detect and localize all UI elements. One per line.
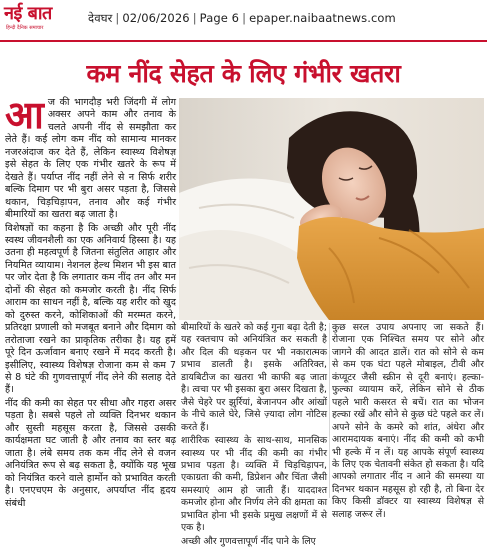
separator: | — [242, 11, 247, 25]
article-column-right — [332, 322, 484, 521]
edition-info — [88, 11, 396, 26]
article-column-left — [5, 93, 176, 511]
paragraph-text: ज की भागदौड़ भरी जिंदगी में लोग अक्सर अपने काम और तनाव के चलते अपनी नींद से समझौता कर लेते हैं। कई लोग कम नींद को सामान्य मानकर नजरअंदाज कर देते हैं, लेकिन स्वास्थ्य विशेषज्ञ इसे सेहत के लिए एक गंभीर खतरे के रूप में देखते हैं। पर्याप्त नींद नहीं लेने से न सिर्फ शरीर बल्कि दिमाग पर भी बुरा असर पड़ता है, जिससे थकान, चिड़चिड़ापन, तनाव और कई गंभीर बीमारियों का खतरा बढ़ जाता है। — [5, 97, 176, 221]
paragraph: बीमारियों के खतरे को कई गुना बढ़ा देती है; यह रक्तचाप को अनियंत्रित कर सकती है और दिल की धड़कन पर भी नकारात्मक प्रभाव डालती है। इसके अतिरिक्त, डायबिटीज का खतरा भी काफी बढ़ जाता है। त्वचा पर भी इसका बुरा असर दिखता है, जैसे चेहरे पर झुर्रियां, बेजानपन और आंखों के नीचे काले घेरे, जिसे ज़्यादा लोग नोटिस करते हैं। — [181, 322, 327, 433]
paragraph — [5, 93, 176, 222]
article-headline: कम नींद सेहत के लिए गंभीर खतरा — [86, 59, 401, 88]
masthead — [0, 0, 487, 42]
edition-date: 02/06/2026 — [122, 11, 190, 25]
separator: | — [115, 11, 120, 25]
logo-tagline: हिन्दी दैनिक समाचार — [6, 25, 44, 31]
website-link[interactable]: epaper.naibaatnews.com — [249, 11, 396, 25]
paragraph: अच्छी और गुणवत्तापूर्ण नींद पाने के लिए — [181, 535, 316, 547]
edition-city: देवघर — [88, 11, 113, 25]
separator: | — [192, 11, 197, 25]
column-divider — [329, 323, 330, 498]
article-column-middle — [181, 322, 327, 548]
drop-cap: आ — [5, 93, 44, 137]
paragraph: शारीरिक स्वास्थ्य के साथ-साथ, मानसिक स्वास्थ्य पर भी नींद की कमी का गंभीर प्रभाव पड़ता है। व्यक्ति में चिड़चिड़ापन, एकाग्रता की कमी, डिप्रेशन और चिंता जैसी समस्याएं आम हो जाती हैं। याददाश्त कमजोर होना और निर्णय लेने की क्षमता का प्रभावित होना भी इसके प्रमुख लक्षणों में से एक है। — [181, 435, 327, 534]
paragraph: विशेषज्ञों का कहना है कि अच्छी और पूरी नींद स्वस्थ जीवनशैली का एक अनिवार्य हिस्सा है। यह उतना ही महत्वपूर्ण है जितना संतुलित आहार और नियमित व्यायाम। नेशनल हेल्थ मिशन भी इस बात पर जोर देता है कि लगातार कम नींद तन और मन दोनों की सेहत को कमजोर करती है। नींद सिर्फ आराम का साधन नहीं है, बल्कि यह शरीर को खुद को दुरुस्त करने, कोशिकाओं की मरम्मत करने, प्रतिरक्षा प्रणाली को मजबूत बनाने और दिमाग को तरोताजा रखने का प्राकृतिक तरीका है। यह हमें पूरे दिन ऊर्जावान बनाए रखने में मदद करती है। इसीलिए, स्वास्थ्य विशेषज्ञ रोजाना कम से कम 7 से 8 घंटे की गुणवत्तापूर्ण नींद लेने की सलाह देते हैं। — [5, 222, 176, 396]
sleeping-woman-photo — [179, 98, 484, 320]
photo-illustration — [179, 98, 484, 320]
paragraph: कुछ सरल उपाय अपनाए जा सकते हैं। रोजाना एक निश्चित समय पर सोने और जागने की आदत डालें। रात को सोने से कम से कम एक घंटा पहले मोबाइल, टीवी और कंप्यूटर जैसी स्क्रीन से दूरी बनाएं। हल्का-फुल्का व्यायाम करें, लेकिन सोने से ठीक पहले भारी कसरत से बचें। रात का भोजन हल्का रखें और सोने से कुछ घंटे पहले कर लें। अपने सोने के कमरे को शांत, अंधेरा और आरामदायक बनाएं। नींद की कमी को कभी भी हल्के में न लें। यह आपके संपूर्ण स्वास्थ्य के लिए एक चेतावनी संकेत हो सकता है। यदि आपको लगातार नींद न आने की समस्या या दिनभर थकान महसूस हो रही है, तो बिना देर किए किसी डॉक्टर या स्वास्थ्य विशेषज्ञ से सलाह जरूर लें। — [332, 322, 484, 520]
paragraph: नींद की कमी का सेहत पर सीधा और गहरा असर पड़ता है। सबसे पहले तो व्यक्ति दिनभर थकान और सुस्ती महसूस करता है, जिससे उसकी कार्यक्षमता घट जाती है और तनाव का स्तर बढ़ जाता है। लंबे समय तक कम नींद लेने से वजन अनियंत्रित रूप से बढ़ सकता है, क्योंकि यह भूख को नियंत्रित करने वाले हार्मोन को प्रभावित करती है। एनएचएम के अनुसार, अपर्याप्त नींद हृदय संबंधी — [5, 397, 176, 509]
logo-name: नई बात — [4, 3, 52, 24]
newspaper-logo[interactable] — [4, 3, 82, 37]
page-number: Page 6 — [199, 11, 240, 25]
